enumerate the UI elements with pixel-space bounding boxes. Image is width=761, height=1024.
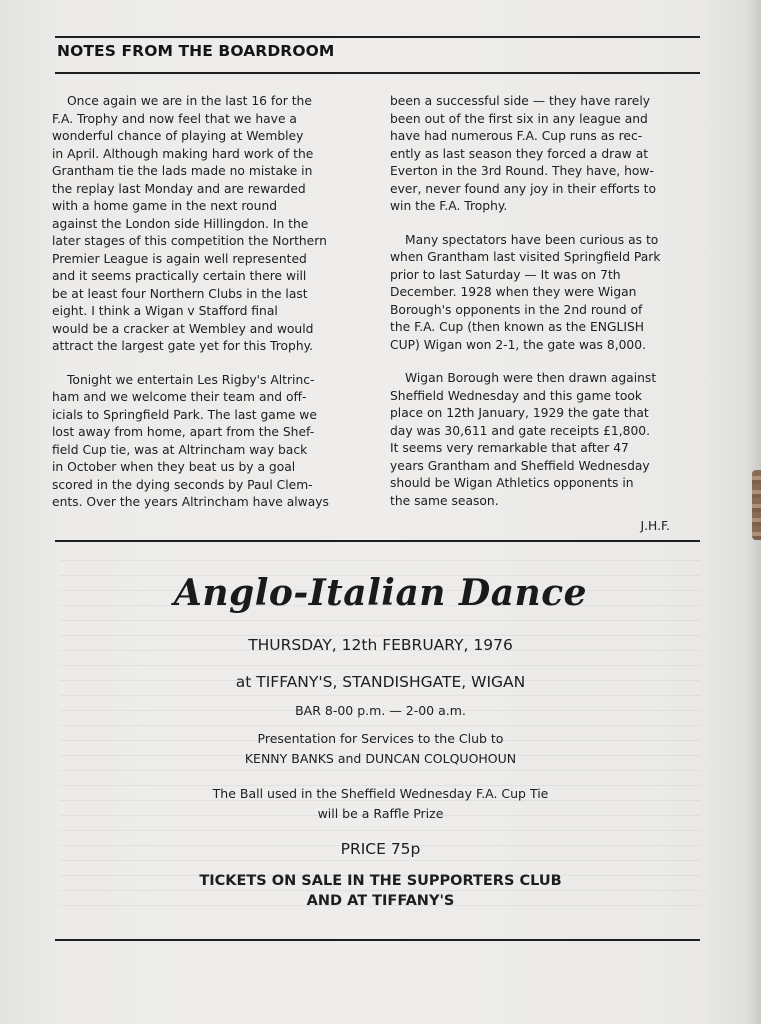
- article-paragraph: Many spectators have been curious as to when Grantham last visited Springfield Park prior to last Saturday — It was on 7th December. 1928 when they were Wigan Borough's opponents in the 2nd round of the F.A. Cup (then known as the ENGLISH CUP) Wigan won 2-1, the gate was 8,000.: [390, 232, 661, 352]
- advert-title: Anglo-Italian Dance: [173, 572, 588, 614]
- article-paragraph: Once again we are in the last 16 for the F.A. Trophy and now feel that we have a wonderful chance of playing at Wembley in April. Although making hard work of the Grantham tie the lads made no mistake in the replay last Monday and are rewarded with a home game in the next round against the London side Hillingdon. In the later stages of this competition the Northern Premier League is again well represented and it seems practically certain there will be at least four Northern Clubs in the last eight. I think a Wigan v Stafford final would be a cracker at Wembley and would attract the largest gate yet for this Trophy.: [52, 94, 327, 353]
- header-top-rule: [55, 36, 700, 38]
- section-divider-rule: [55, 540, 700, 542]
- advert-venue: at TIFFANY'S, STANDISHGATE, WIGAN: [235, 673, 526, 691]
- advert-presentation-line: Presentation for Services to the Club to: [257, 731, 504, 746]
- advert-raffle-prize: will be a Raffle Prize: [317, 806, 444, 821]
- section-heading: NOTES FROM THE BOARDROOM: [57, 42, 335, 60]
- header-bottom-rule: [55, 72, 700, 74]
- advert-tickets-line: TICKETS ON SALE IN THE SUPPORTERS CLUB: [199, 873, 562, 889]
- author-signature: J.H.F.: [640, 519, 670, 533]
- advert-presentation-names: KENNY BANKS and DUNCAN COLQUOHOUN: [244, 751, 517, 766]
- advert-price: PRICE 75p: [340, 840, 421, 858]
- article-left-column: [52, 93, 350, 528]
- advert-date: THURSDAY, 12th FEBRUARY, 1976: [248, 636, 513, 654]
- advert-tickets-venue: AND AT TIFFANY'S: [306, 893, 455, 909]
- article-paragraph: been a successful side — they have rarely been out of the first six in any league and have had numerous F.A. Cup runs as rec- ently as last season they forced a draw at Everton in the 3rd Round. They have, how- ever, never found any joy in their efforts to win the F.A. Trophy.: [390, 94, 657, 213]
- footer-rule: [55, 939, 700, 941]
- advert-raffle-line: The Ball used in the Sheffield Wednesday F.A. Cup Tie: [212, 786, 549, 801]
- advert-bar-hours: BAR 8-00 p.m. — 2-00 a.m.: [295, 703, 466, 718]
- article-right-column: [390, 93, 700, 536]
- article-paragraph: Wigan Borough were then drawn against Sheffield Wednesday and this game took place on 12th January, 1929 the gate that day was 30,611 and gate receipts £1,800. It seems very remarkable that after 47 years Grantham and Sheffield Wednesday should be Wigan Athletics opponents in the same season.: [390, 371, 657, 508]
- article-paragraph: Tonight we entertain Les Rigby's Altrinc- ham and we welcome their team and off- icials to Springfield Park. The last game we lost away from home, apart from the Shef- field Cup tie, was at Altrincham way back in October when they beat us by a goal scored in the dying seconds by Paul Clem- ents. Over the years Altrincham have always: [52, 372, 329, 509]
- torn-binding-mark: [752, 470, 761, 540]
